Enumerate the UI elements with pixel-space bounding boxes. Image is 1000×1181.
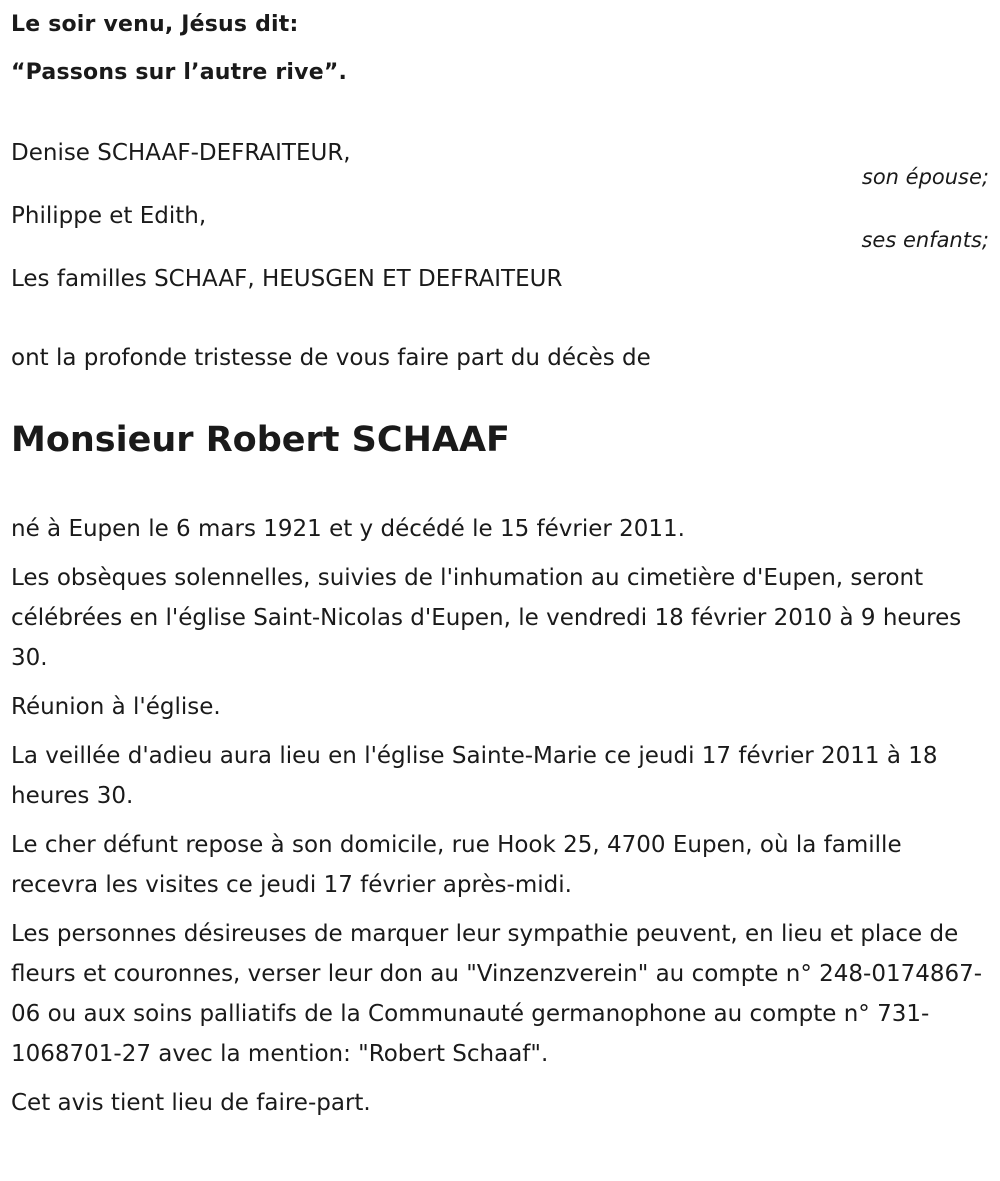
family-member-spouse: Denise SCHAAF-DEFRAITEUR, bbox=[11, 140, 351, 166]
vigil-paragraph: La veillée d'adieu aura lieu en l'église Sainte-Marie ce jeudi 17 février 2011 à 18 heures 30. bbox=[11, 743, 938, 809]
quote-line-2: “Passons sur l’autre rive”. bbox=[11, 60, 348, 85]
family-member-children: Philippe et Edith, bbox=[11, 203, 207, 229]
funeral-paragraph: Les obsèques solennelles, suivies de l'inhumation au cimetière d'Eupen, seront célébrées en l'église Saint-Nicolas d'Eupen, le vendredi 18 février 2010 à 9 heures 30. bbox=[11, 565, 962, 671]
meeting-paragraph: Réunion à l'église. bbox=[11, 694, 221, 720]
family-member-families: Les familles SCHAAF, HEUSGEN ET DEFRAITEUR bbox=[11, 266, 563, 292]
family-role-children: ses enfants; bbox=[861, 228, 989, 252]
donation-paragraph: Les personnes désireuses de marquer leur sympathie peuvent, en lieu et place de fleurs et couronnes, verser leur don au "Vinzenzverein" au compte n° 248-0174867-06 ou aux soins palliatifs de la Communauté germanophone au compte n° 731-1068701-27 avec la mention: "Robert Schaaf". bbox=[11, 921, 983, 1067]
details-section bbox=[11, 509, 991, 1132]
closing-paragraph: Cet avis tient lieu de faire-part. bbox=[11, 1090, 371, 1116]
deceased-name: Monsieur Robert SCHAAF bbox=[11, 420, 510, 460]
birth-death-paragraph: né à Eupen le 6 mars 1921 et y décédé le 15 février 2011. bbox=[11, 516, 685, 542]
family-role-spouse: son épouse; bbox=[861, 165, 989, 189]
announcement-intro: ont la profonde tristesse de vous faire part du décès de bbox=[11, 345, 651, 371]
quote-line-1: Le soir venu, Jésus dit: bbox=[11, 12, 299, 37]
visitation-paragraph: Le cher défunt repose à son domicile, rue Hook 25, 4700 Eupen, où la famille recevra les visites ce jeudi 17 février après-midi. bbox=[11, 832, 902, 898]
